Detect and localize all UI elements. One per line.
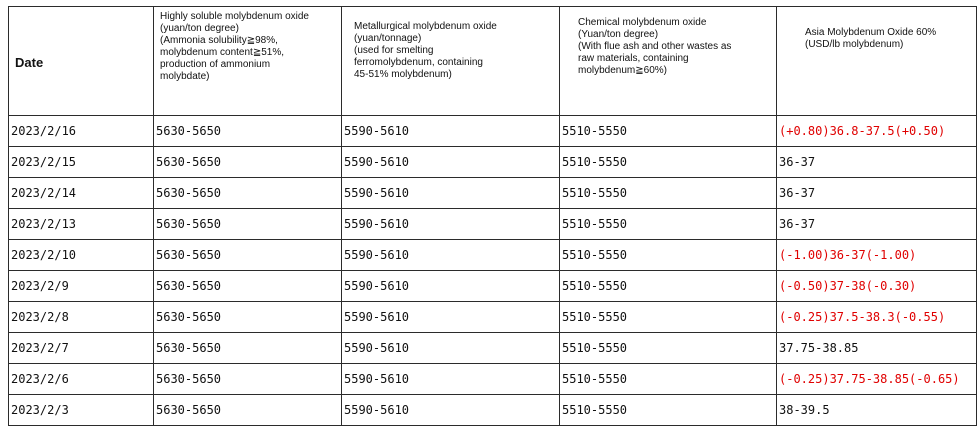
header-line: Asia Molybdenum Oxide 60% [805,27,937,38]
metallurgical-price-cell: 5590-5610 [342,147,560,178]
header-line: molybdate) [160,71,210,82]
chemical-price-cell: 5510-5550 [560,147,777,178]
metallurgical-price-cell: 5590-5610 [342,302,560,333]
metallurgical-price-cell: 5590-5610 [342,333,560,364]
asia-price-cell: 37.75-38.85 [777,333,977,364]
metallurgical-price-cell: 5590-5610 [342,395,560,426]
chemical-price-cell: 5510-5550 [560,209,777,240]
chemical-price-cell: 5510-5550 [560,364,777,395]
metallurgical-price-cell: 5590-5610 [342,178,560,209]
table-row [9,240,977,271]
chemical-price-cell: 5510-5550 [560,271,777,302]
date-cell: 2023/2/14 [9,178,154,209]
chemical-price-cell: 5510-5550 [560,178,777,209]
high-soluble-price-cell: 5630-5650 [154,302,342,333]
asia-price-cell: 38-39.5 [777,395,977,426]
asia-price-cell: (-0.25)37.5-38.3(-0.55) [777,302,977,333]
high-soluble-price-cell: 5630-5650 [154,178,342,209]
header-line: Highly soluble molybdenum oxide [160,11,309,22]
header-line: Chemical molybdenum oxide [578,17,707,28]
table-row [9,209,977,240]
date-cell: 2023/2/8 [9,302,154,333]
high-soluble-price-cell: 5630-5650 [154,240,342,271]
header-line: Metallurgical molybdenum oxide [354,21,497,32]
chemical-price-cell: 5510-5550 [560,302,777,333]
asia-price-cell: (+0.80)36.8-37.5(+0.50) [777,116,977,147]
molybdenum-price-table [8,6,977,426]
header-line: (Yuan/ton degree) [578,29,659,40]
header-line: molybdenum content≧51%, [160,47,285,58]
high-soluble-price-cell: 5630-5650 [154,147,342,178]
header-line: (Ammonia solubility≧98%, [160,35,278,46]
table-row [9,364,977,395]
asia-price-cell: (-0.25)37.75-38.85(-0.65) [777,364,977,395]
table-row [9,178,977,209]
header-line: raw materials, containing [578,53,689,64]
chemical-price-cell: 5510-5550 [560,333,777,364]
date-cell: 2023/2/9 [9,271,154,302]
metallurgical-oxide-header [342,7,560,116]
asia-price-cell: 36-37 [777,178,977,209]
metallurgical-price-cell: 5590-5610 [342,364,560,395]
header-line: (USD/lb molybdenum) [805,39,904,50]
table-row [9,395,977,426]
date-cell: 2023/2/10 [9,240,154,271]
date-cell: 2023/2/13 [9,209,154,240]
date-header: Date [9,7,154,116]
asia-price-cell: 36-37 [777,147,977,178]
header-line: (yuan/tonnage) [354,33,422,44]
high-soluble-price-cell: 5630-5650 [154,209,342,240]
header-row [9,7,977,116]
header-line: production of ammonium [160,59,271,70]
header-line: molybdenum≧60%) [578,65,667,76]
asia-oxide-header [777,7,977,116]
date-cell: 2023/2/6 [9,364,154,395]
asia-price-cell: (-0.50)37-38(-0.30) [777,271,977,302]
table-row [9,116,977,147]
high-soluble-price-cell: 5630-5650 [154,271,342,302]
table-row [9,333,977,364]
metallurgical-price-cell: 5590-5610 [342,271,560,302]
asia-price-cell: 36-37 [777,209,977,240]
header-line: (With flue ash and other wastes as [578,41,732,52]
header-line: (yuan/ton degree) [160,23,239,34]
high-soluble-price-cell: 5630-5650 [154,333,342,364]
header-line: (used for smelting [354,45,434,56]
chemical-oxide-header [560,7,777,116]
asia-price-cell: (-1.00)36-37(-1.00) [777,240,977,271]
date-cell: 2023/2/16 [9,116,154,147]
metallurgical-price-cell: 5590-5610 [342,116,560,147]
date-cell: 2023/2/7 [9,333,154,364]
header-line: 45-51% molybdenum) [354,69,452,80]
table-row [9,271,977,302]
date-cell: 2023/2/3 [9,395,154,426]
header-line: ferromolybdenum, containing [354,57,483,68]
table-row [9,147,977,178]
high-soluble-oxide-header [154,7,342,116]
chemical-price-cell: 5510-5550 [560,395,777,426]
high-soluble-price-cell: 5630-5650 [154,395,342,426]
chemical-price-cell: 5510-5550 [560,240,777,271]
chemical-price-cell: 5510-5550 [560,116,777,147]
metallurgical-price-cell: 5590-5610 [342,240,560,271]
date-cell: 2023/2/15 [9,147,154,178]
high-soluble-price-cell: 5630-5650 [154,116,342,147]
metallurgical-price-cell: 5590-5610 [342,209,560,240]
table-row [9,302,977,333]
high-soluble-price-cell: 5630-5650 [154,364,342,395]
